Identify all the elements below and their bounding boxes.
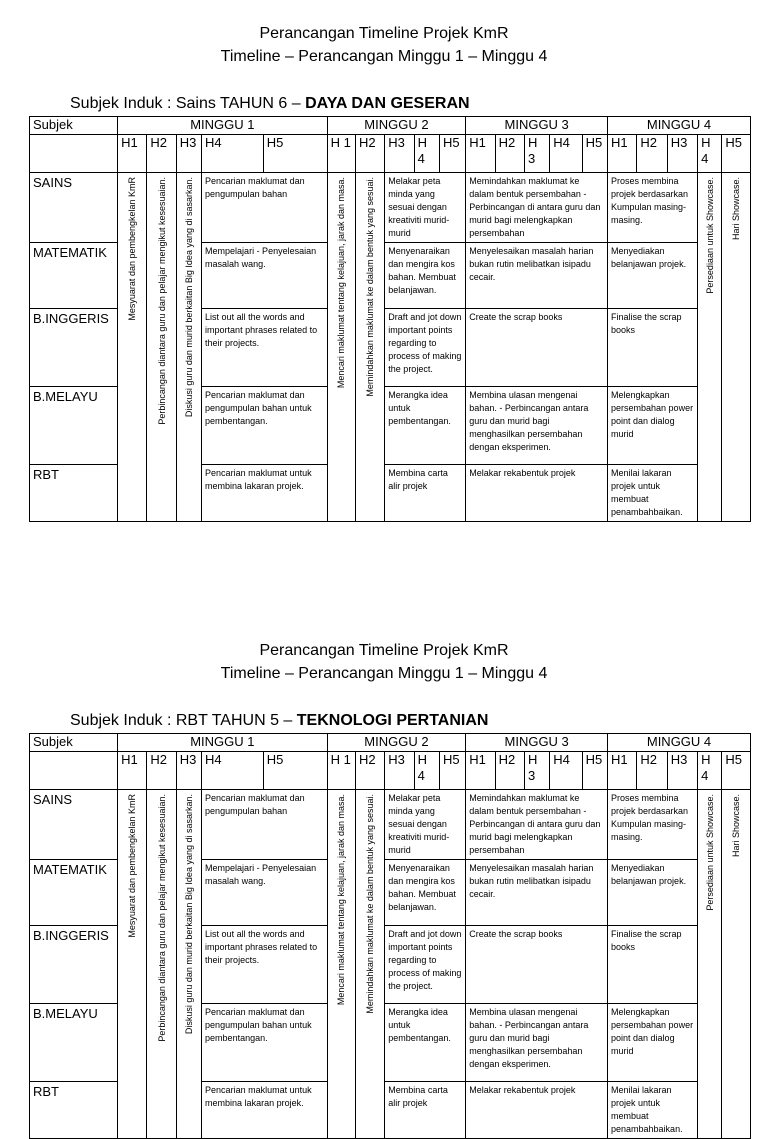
day-header: H3 bbox=[667, 135, 697, 173]
day-header: H3 bbox=[176, 752, 201, 790]
cell-binggeris-w1: List out all the words and important phrases related to their projects. bbox=[202, 309, 328, 387]
cell-bmelayu-w3: Membina ulasan mengenai bahan. - Perbincangan antara guru dan murid bagi menghasilkan persembahan dengan eksperimen. bbox=[466, 1004, 608, 1082]
cell-bmelayu-w3: Membina ulasan mengenai bahan. - Perbincangan antara guru dan murid bagi menghasilkan persembahan dengan eksperimen. bbox=[466, 387, 608, 465]
week-2-header: MINGGU 2 bbox=[327, 734, 466, 752]
cell-matematik-w3: Menyelesaikan masalah harian bukan rutin melibatkan isipadu cecair. bbox=[466, 860, 608, 926]
day-header: H4 bbox=[550, 135, 582, 173]
day-header: H1 bbox=[608, 135, 637, 173]
cell-rbt-w2: Membina carta alir projek bbox=[385, 465, 466, 522]
cell-rbt-w4: Menilai lakaran projek untuk membuat penambahbaikan. bbox=[608, 465, 698, 522]
day-header: H3 bbox=[385, 752, 414, 790]
cell-binggeris-w3: Create the scrap books bbox=[466, 309, 608, 387]
w2h1-vertical-cell bbox=[327, 173, 355, 522]
day-header: H2 bbox=[355, 752, 384, 790]
subjek-header: Subjek bbox=[30, 734, 118, 752]
w2h2-vertical-cell bbox=[355, 173, 384, 522]
day-header: H5 bbox=[263, 752, 327, 790]
cell-matematik-w4: Menyediakan belanjawan projek. bbox=[608, 860, 698, 926]
day-header: H4 bbox=[550, 752, 582, 790]
day-header: H5 bbox=[439, 752, 465, 790]
w4h4-vertical-text: Persediaan untuk Showcase. bbox=[704, 794, 715, 911]
day-header: H2 bbox=[355, 135, 384, 173]
cell-rbt-w1: Pencarian maklumat untuk membina lakaran projek. bbox=[202, 1082, 328, 1139]
w1h2-vertical-cell bbox=[147, 790, 176, 1139]
cell-bmelayu-w2: Merangka idea untuk pembentangan. bbox=[385, 1004, 466, 1082]
subject-matematik: MATEMATIK bbox=[30, 243, 118, 309]
w2h1-vertical-cell bbox=[327, 790, 355, 1139]
cell-bmelayu-w1: Pencarian maklumat dan pengumpulan bahan untuk pembentangan. bbox=[202, 1004, 328, 1082]
w2h1-vertical-text: Mencari maklumat tentang kelajuan, jarak dan masa. bbox=[336, 794, 347, 1006]
w1h2-vertical-text: Perbincangan diantara guru dan pelajar mengikut kesesuaian. bbox=[156, 794, 167, 1042]
w4h5-vertical-cell bbox=[722, 790, 751, 1139]
doc1-subject-topic: DAYA DAN GESERAN bbox=[305, 95, 470, 112]
cell-binggeris-w2: Draft and jot down important points regarding to process of making the project. bbox=[385, 926, 466, 1004]
week-1-header: MINGGU 1 bbox=[118, 117, 328, 135]
cell-matematik-w2: Menyenaraikan dan mengira kos bahan. Membuat belanjawan. bbox=[385, 860, 466, 926]
day-header: H1 bbox=[118, 752, 147, 790]
subject-rbt: RBT bbox=[30, 1082, 118, 1139]
w2h2-vertical-text: Memindahkan maklumat ke dalam bentuk yang sesuai. bbox=[365, 794, 376, 1014]
day-header: H2 bbox=[637, 752, 667, 790]
w2h1-vertical-text: Mencari maklumat tentang kelajuan, jarak dan masa. bbox=[336, 177, 347, 389]
day-header: H 3 bbox=[524, 135, 549, 173]
day-header: H4 bbox=[202, 135, 264, 173]
day-header: H 3 bbox=[524, 752, 549, 790]
doc1-title: Perancangan Timeline Projek KmR bbox=[259, 25, 509, 42]
subject-matematik: MATEMATIK bbox=[30, 860, 118, 926]
day-header: H 1 bbox=[327, 135, 355, 173]
subjek-header-blank bbox=[30, 135, 118, 173]
day-header: H2 bbox=[637, 135, 667, 173]
doc2-subject-prefix: Subjek Induk : RBT TAHUN 5 – bbox=[70, 712, 297, 729]
cell-matematik-w2: Menyenaraikan dan mengira kos bahan. Membuat belanjawan. bbox=[385, 243, 466, 309]
w4h4-vertical-cell bbox=[698, 790, 722, 1139]
day-header: H3 bbox=[385, 135, 414, 173]
cell-sains-w4: Proses membina projek berdasarkan Kumpulan masing-masing. bbox=[608, 173, 698, 243]
cell-bmelayu-w4: Melengkapkan persembahan power point dan dialog murid bbox=[608, 387, 698, 465]
cell-sains-w1: Pencarian maklumat dan pengumpulan bahan bbox=[202, 790, 328, 860]
cell-sains-w3: Memindahkan maklumat ke dalam bentuk persembahan - Perbincangan di antara guru dan murid bagi melengkapkan persembahan bbox=[466, 173, 608, 243]
cell-rbt-w1: Pencarian maklumat untuk membina lakaran projek. bbox=[202, 465, 328, 522]
day-header: H5 bbox=[582, 752, 607, 790]
cell-bmelayu-w1: Pencarian maklumat dan pengumpulan bahan untuk pembentangan. bbox=[202, 387, 328, 465]
week-4-header: MINGGU 4 bbox=[608, 734, 751, 752]
cell-matematik-w1: Mempelajari - Penyelesaian masalah wang. bbox=[202, 243, 328, 309]
cell-sains-w3: Memindahkan maklumat ke dalam bentuk persembahan - Perbincangan di antara guru dan murid bagi melengkapkan persembahan bbox=[466, 790, 608, 860]
day-header: H2 bbox=[495, 752, 524, 790]
cell-rbt-w4: Menilai lakaran projek untuk membuat penambahbaikan. bbox=[608, 1082, 698, 1139]
doc1-subtitle: Timeline – Perancangan Minggu 1 – Minggu 4 bbox=[220, 48, 548, 65]
cell-bmelayu-w4: Melengkapkan persembahan power point dan dialog murid bbox=[608, 1004, 698, 1082]
w1h3-vertical-text: Diskusi guru dan murid berkaitan Big Idea yang di sasarkan. bbox=[183, 794, 194, 1035]
cell-binggeris-w2: Draft and jot down important points regarding to process of making the project. bbox=[385, 309, 466, 387]
cell-sains-w4: Proses membina projek berdasarkan Kumpulan masing-masing. bbox=[608, 790, 698, 860]
cell-matematik-w4: Menyediakan belanjawan projek. bbox=[608, 243, 698, 309]
day-header: H5 bbox=[263, 135, 327, 173]
w1h3-vertical-text: Diskusi guru dan murid berkaitan Big Idea yang di sasarkan. bbox=[183, 177, 194, 418]
day-header: H 4 bbox=[414, 135, 439, 173]
doc1-subject-prefix: Subjek Induk : Sains TAHUN 6 – bbox=[70, 95, 306, 112]
doc2-subject-line bbox=[70, 711, 488, 731]
cell-rbt-w2: Membina carta alir projek bbox=[385, 1082, 466, 1139]
w1h2-vertical-cell bbox=[147, 173, 176, 522]
day-header: H 4 bbox=[698, 752, 722, 790]
day-header: H1 bbox=[118, 135, 147, 173]
subject-sains: SAINS bbox=[30, 790, 118, 860]
day-header: H5 bbox=[439, 135, 465, 173]
w4h5-vertical-text: Hari Showcase. bbox=[731, 177, 742, 241]
doc2-timeline-table bbox=[29, 733, 751, 1139]
subject-binggeris: B.INGGERIS bbox=[30, 309, 118, 387]
day-header: H1 bbox=[466, 752, 495, 790]
subject-sains: SAINS bbox=[30, 173, 118, 243]
w4h4-vertical-text: Persediaan untuk Showcase. bbox=[704, 177, 715, 294]
w4h5-vertical-cell bbox=[722, 173, 751, 522]
week-2-header: MINGGU 2 bbox=[327, 117, 466, 135]
doc1-timeline-table bbox=[29, 116, 751, 522]
w1h1-vertical-cell bbox=[118, 173, 147, 522]
cell-binggeris-w4: Finalise the scrap books bbox=[608, 926, 698, 1004]
cell-sains-w1: Pencarian maklumat dan pengumpulan bahan bbox=[202, 173, 328, 243]
week-4-header: MINGGU 4 bbox=[608, 117, 751, 135]
w1h2-vertical-text: Perbincangan diantara guru dan pelajar mengikut kesesuaian. bbox=[156, 177, 167, 425]
cell-matematik-w3: Menyelesaikan masalah harian bukan rutin melibatkan isipadu cecair. bbox=[466, 243, 608, 309]
w4h5-vertical-text: Hari Showcase. bbox=[731, 794, 742, 858]
cell-bmelayu-w2: Merangka idea untuk pembentangan. bbox=[385, 387, 466, 465]
day-header: H 1 bbox=[327, 752, 355, 790]
w1h3-vertical-cell bbox=[176, 173, 201, 522]
w1h1-vertical-cell bbox=[118, 790, 147, 1139]
day-header: H5 bbox=[582, 135, 607, 173]
day-header: H1 bbox=[466, 135, 495, 173]
day-header: H5 bbox=[722, 752, 751, 790]
w1h3-vertical-cell bbox=[176, 790, 201, 1139]
day-header: H 4 bbox=[698, 135, 722, 173]
day-header: H1 bbox=[608, 752, 637, 790]
cell-rbt-w3: Melakar rekabentuk projek bbox=[466, 1082, 608, 1139]
w1h1-vertical-text: Mesyuarat dan pembengkelan KmR bbox=[127, 177, 138, 321]
week-3-header: MINGGU 3 bbox=[466, 734, 608, 752]
cell-binggeris-w4: Finalise the scrap books bbox=[608, 309, 698, 387]
day-header: H3 bbox=[667, 752, 697, 790]
subject-rbt: RBT bbox=[30, 465, 118, 522]
week-3-header: MINGGU 3 bbox=[466, 117, 608, 135]
subject-binggeris: B.INGGERIS bbox=[30, 926, 118, 1004]
subjek-header-blank bbox=[30, 752, 118, 790]
day-header: H2 bbox=[495, 135, 524, 173]
day-header: H4 bbox=[202, 752, 264, 790]
cell-binggeris-w1: List out all the words and important phrases related to their projects. bbox=[202, 926, 328, 1004]
w1h1-vertical-text: Mesyuarat dan pembengkelan KmR bbox=[127, 794, 138, 938]
subject-bmelayu: B.MELAYU bbox=[30, 1004, 118, 1082]
doc2-title: Perancangan Timeline Projek KmR bbox=[259, 642, 509, 659]
cell-sains-w2: Melakar peta minda yang sesuai dengan kreativiti murid-murid bbox=[385, 173, 466, 243]
doc2-subject-topic: TEKNOLOGI PERTANIAN bbox=[296, 712, 489, 729]
w4h4-vertical-cell bbox=[698, 173, 722, 522]
day-header: H5 bbox=[722, 135, 751, 173]
day-header: H3 bbox=[176, 135, 201, 173]
doc1-subject-line bbox=[70, 94, 470, 114]
cell-rbt-w3: Melakar rekabentuk projek bbox=[466, 465, 608, 522]
cell-binggeris-w3: Create the scrap books bbox=[466, 926, 608, 1004]
week-1-header: MINGGU 1 bbox=[118, 734, 328, 752]
cell-sains-w2: Melakar peta minda yang sesuai dengan kreativiti murid-murid bbox=[385, 790, 466, 860]
w2h2-vertical-cell bbox=[355, 790, 384, 1139]
subject-bmelayu: B.MELAYU bbox=[30, 387, 118, 465]
day-header: H2 bbox=[147, 752, 176, 790]
day-header: H 4 bbox=[414, 752, 439, 790]
w2h2-vertical-text: Memindahkan maklumat ke dalam bentuk yang sesuai. bbox=[365, 177, 376, 397]
doc2-subtitle: Timeline – Perancangan Minggu 1 – Minggu 4 bbox=[220, 665, 548, 682]
day-header: H2 bbox=[147, 135, 176, 173]
cell-matematik-w1: Mempelajari - Penyelesaian masalah wang. bbox=[202, 860, 328, 926]
subjek-header: Subjek bbox=[30, 117, 118, 135]
